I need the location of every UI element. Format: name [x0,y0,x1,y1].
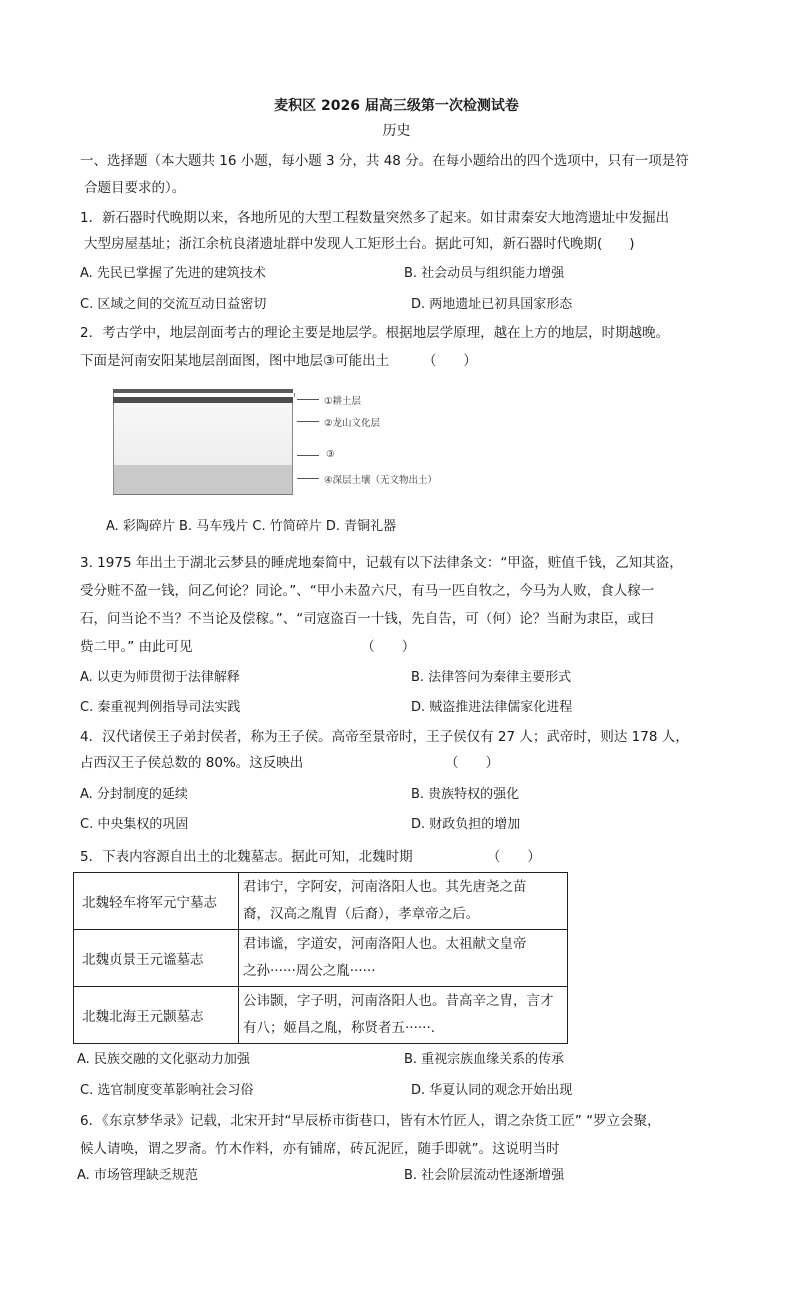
label-leader-2 [297,421,319,422]
epitaph-text [239,873,568,930]
q1-stem-line-1: 1．新石器时代晚期以来，各地所见的大型工程数量突然多了起来。如甘肃秦安大地湾遗址中发掘出 [80,210,670,226]
q4-stem-line-2: 占西汉王子侯总数的 80%。这反映出 （ ） [80,755,500,771]
q3-stem-line-1: 3. 1975 年出土于湖北云梦县的睡虎地秦简中，记载有以下法律条文：“甲盗，赃值千钱，乙知其盗， [80,555,683,571]
q3-option-b: B. 法律答问为秦律主要形式 [411,670,572,685]
subject-title: 历史 [382,123,411,139]
table-row [74,873,568,930]
strata-layer-4 [113,465,293,495]
q6-option-b: B. 社会阶层流动性逐渐增强 [404,1168,565,1183]
q3-option-a: A. 以吏为师贯彻于法律解释 [80,670,240,685]
epitaph-text-line: 君讳谧，字道安，河南洛阳人也。太祖献文皇帝 [243,936,527,952]
q4-option-b: B. 贵族特权的强化 [411,787,520,802]
epitaph-text-line: 君讳宁，字阿安，河南洛阳人也。其先唐尧之苗 [243,879,527,895]
q1-option-a: A. 先民已掌握了先进的建筑技术 [80,266,266,281]
q2-options: A. 彩陶碎片 B. 马车残片 C. 竹简碎片 D. 青铜礼器 [106,519,397,534]
q4-option-a: A. 分封制度的延续 [80,787,188,802]
epitaph-text [239,930,568,987]
epitaph-text-line: 之孙······周公之胤······ [243,963,376,979]
q4-stem-line-1: 4．汉代诸侯王子弟封侯者，称为王子侯。高帝至景帝时，王子侯仅有 27 人；武帝时，则达 178 人， [80,729,689,745]
epitaph-text-line: 有八；姬昌之胤，称贤者五······. [243,1020,436,1036]
strata-label-4: ④深层土壤（无文物出土） [324,475,438,486]
epitaph-table [73,872,568,1044]
section-instruction-line-1: 一、选择题（本大题共 16 小题，每小题 3 分，共 48 分。在每小题给出的四个选项中，只有一项是符 [80,153,689,169]
strata-label-3: ③ [326,449,335,460]
q3-stem-line-4: 赀二甲。” 由此可见 （ ） [80,639,416,655]
q3-option-c: C. 秦重视判例指导司法实践 [80,700,241,715]
epitaph-name: 北魏轻车将军元宁墓志 [74,873,239,930]
exam-title: 麦积区 2026 届高三级第一次检测试卷 [274,98,519,114]
q5-option-b: B. 重视宗族血缘关系的传承 [404,1052,565,1067]
table-row [74,987,568,1044]
strata-layer-2-3 [113,403,293,465]
epitaph-text-line: 裔，汉高之胤胄（后裔），孝章帝之后。 [243,906,480,922]
epitaph-text [239,987,568,1044]
q1-option-c: C. 区域之间的交流互动日益密切 [80,297,267,312]
epitaph-text-line: 公讳颢，字子明，河南洛阳人也。昔高辛之胄，言才 [243,993,554,1009]
q3-stem-line-3: 石，问当论不当？不当论及偿稼。”、“司寇盗百一十钱，先自告，可（何）论？当耐为隶臣，或曰 [80,611,655,627]
q3-option-d: D. 贼盗推进法律儒家化进程 [411,700,573,715]
label-leader-4 [297,478,319,479]
epitaph-name: 北魏北海王元颢墓志 [74,987,239,1044]
q5-stem-line-1: 5．下表内容源自出土的北魏墓志。据此可知，北魏时期 （ ） [80,849,541,865]
q1-option-d: D. 两地遗址已初具国家形态 [411,297,573,312]
q1-stem-line-2: 大型房屋基址；浙江余杭良渚遗址群中发现人工矩形土台。据此可知，新石器时代晚期( ) [84,236,635,252]
label-leader-1 [297,399,319,400]
q6-stem-line-1: 6．《东京梦华录》记载，北宋开封“早辰桥市街巷口，皆有木竹匠人，谓之杂货工匠” “罗立会聚， [80,1113,661,1129]
q2-stem-line-1: 2．考古学中，地层剖面考古的理论主要是地层学。根据地层学原理，越在上方的地层，时期越晚。 [80,325,670,341]
q1-option-b: B. 社会动员与组织能力增强 [404,266,565,281]
q5-option-d: D. 华夏认同的观念开始出现 [411,1083,573,1098]
q5-option-c: C. 选官制度变革影响社会习俗 [80,1083,254,1098]
q2-stem-line-2: 下面是河南安阳某地层剖面图，图中地层③可能出土 （ ） [80,353,477,369]
section-instruction-line-2: 合题目要求的）。 [84,180,186,196]
epitaph-name: 北魏贞景王元谧墓志 [74,930,239,987]
strata-label-2: ②龙山文化层 [324,418,381,429]
q3-stem-line-2: 受分赃不盈一钱，问乙何论？同论。”、“甲小未盈六尺，有马一匹自牧之，今马为人败，食人稼一 [80,583,655,599]
strata-label-1: ①耕土层 [324,396,362,407]
table-row [74,930,568,987]
q4-option-d: D. 财政负担的增加 [411,817,521,832]
q6-option-a: A. 市场管理缺乏规范 [77,1168,198,1183]
q4-option-c: C. 中央集权的巩固 [80,817,189,832]
q5-option-a: A. 民族交融的文化驱动力加强 [77,1052,250,1067]
label-leader-3 [297,455,319,456]
q6-stem-line-2: 候人请唤，谓之罗斋。竹木作料，亦有铺席，砖瓦泥匠，随手即就”。这说明当时 [80,1141,560,1157]
